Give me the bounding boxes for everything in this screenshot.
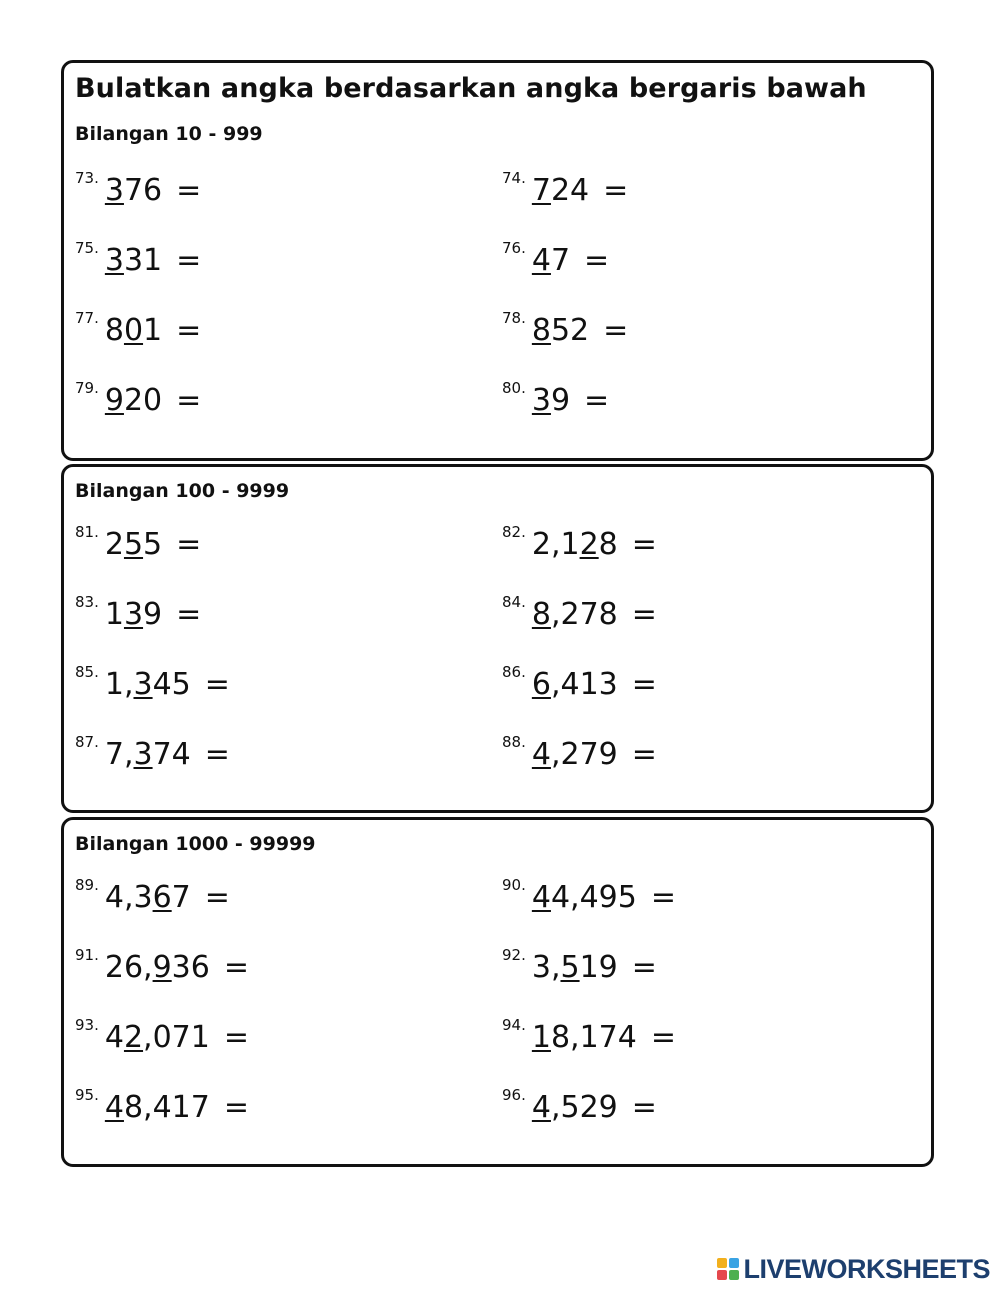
digit-text: 4,495 [550,880,637,915]
equals-sign: = [631,950,657,985]
digit-text: 7 [550,243,571,278]
section-2 [61,464,934,813]
problem-value [105,243,162,278]
equals-sign: = [650,880,676,915]
equals-sign: = [631,1090,657,1125]
problem-number: 76. [502,239,526,257]
problem-item [502,525,657,565]
digit-text: 36 [171,950,210,985]
digit-text: 4 [104,1020,124,1055]
underlined-digit: 6 [531,667,551,702]
digit-text: 8,174 [550,1020,637,1055]
problem-item [75,948,249,988]
digit-text: 1 [143,313,163,348]
problem-value [105,527,162,562]
digit-text: 26, [104,950,153,985]
underlined-digit: 4 [531,737,551,772]
problem-value [532,383,570,418]
problem-number: 92. [502,946,526,964]
problem-number: 87. [75,733,99,751]
digit-text: ,413 [550,667,618,702]
underlined-digit: 9 [152,950,172,985]
problem-item [502,878,676,918]
problem-number: 82. [502,523,526,541]
underlined-digit: 7 [531,173,551,208]
equals-sign: = [176,313,202,348]
problem-item [75,381,201,421]
problem-item [75,241,201,281]
section-3-subtitle: Bilangan 1000 - 99999 [75,833,316,855]
problem-value [105,667,191,702]
problem-number: 74. [502,169,526,187]
equals-sign: = [650,1020,676,1055]
digit-text: 8 [104,313,124,348]
problem-item [502,665,657,705]
underlined-digit: 3 [531,383,551,418]
digit-text: ,278 [550,597,618,632]
problem-number: 96. [502,1086,526,1104]
logo-block [729,1270,739,1280]
problem-number: 85. [75,663,99,681]
digit-text: 1 [104,597,124,632]
problem-value [532,243,570,278]
problem-number: 91. [75,946,99,964]
equals-sign: = [603,173,629,208]
underlined-digit: 6 [152,880,172,915]
problem-item [75,878,230,918]
problem-number: 78. [502,309,526,327]
problem-value [532,313,589,348]
problem-item [75,1088,249,1128]
problem-number: 79. [75,379,99,397]
problem-item [502,381,609,421]
underlined-digit: 3 [123,597,144,632]
problem-item [502,735,657,775]
problem-item [502,311,628,351]
digit-text: 5 [143,527,163,562]
underlined-digit: 2 [123,1020,144,1055]
digit-text: 76 [123,173,163,208]
problem-item [75,525,201,565]
underlined-digit: 3 [133,737,153,772]
digit-text: 31 [123,243,163,278]
equals-sign: = [176,597,202,632]
problem-item [75,595,201,635]
underlined-digit: 4 [531,1090,551,1125]
problem-item [75,665,230,705]
problem-value [532,737,618,772]
logo-blocks-icon [717,1258,739,1280]
underlined-digit: 9 [104,383,124,418]
problem-number: 90. [502,876,526,894]
section-1 [61,60,934,461]
equals-sign: = [631,527,657,562]
problem-number: 94. [502,1016,526,1034]
underlined-digit: 4 [531,880,551,915]
digit-text: 20 [123,383,163,418]
logo-block [717,1270,727,1280]
underlined-digit: 3 [133,667,153,702]
problem-value [105,737,191,772]
problem-value [105,383,162,418]
underlined-digit: 0 [123,313,144,348]
underlined-digit: 5 [123,527,144,562]
digit-text: 9 [143,597,163,632]
problem-item [75,1018,249,1058]
problem-item [502,171,628,211]
problem-number: 84. [502,593,526,611]
underlined-digit: 3 [104,173,124,208]
problem-value [105,1020,210,1055]
problem-value [532,527,618,562]
problem-number: 95. [75,1086,99,1104]
digit-text: ,529 [550,1090,618,1125]
problem-number: 88. [502,733,526,751]
equals-sign: = [204,667,230,702]
liveworksheets-logo[interactable] [717,1252,990,1286]
equals-sign: = [603,313,629,348]
problem-number: 73. [75,169,99,187]
problem-value [105,313,162,348]
underlined-digit: 4 [531,243,551,278]
digit-text: 2 [104,527,124,562]
problem-value [105,173,162,208]
problem-value [532,1090,618,1125]
page-title: Bulatkan angka berdasarkan angka bergaris bawah [75,73,867,104]
problem-item [75,171,201,211]
problem-item [502,948,657,988]
digit-text: 9 [550,383,571,418]
problem-item [75,735,230,775]
equals-sign: = [631,597,657,632]
equals-sign: = [584,243,610,278]
problem-value [105,1090,210,1125]
equals-sign: = [176,383,202,418]
equals-sign: = [223,1020,249,1055]
problem-item [502,595,657,635]
problem-item [502,1018,676,1058]
digit-text: ,071 [143,1020,210,1055]
digit-text: 1, [104,667,134,702]
equals-sign: = [176,173,202,208]
problem-value [532,950,618,985]
problem-number: 93. [75,1016,99,1034]
equals-sign: = [204,880,230,915]
problem-value [105,597,162,632]
section-1-subtitle: Bilangan 10 - 999 [75,123,263,145]
digit-text: 7 [171,880,191,915]
equals-sign: = [223,1090,249,1125]
underlined-digit: 3 [104,243,124,278]
digit-text: 4,3 [104,880,153,915]
problem-number: 86. [502,663,526,681]
digit-text: 8 [598,527,618,562]
problem-item [502,241,609,281]
digit-text: 8,417 [123,1090,210,1125]
equals-sign: = [631,667,657,702]
digit-text: 7, [104,737,134,772]
equals-sign: = [176,243,202,278]
problem-number: 75. [75,239,99,257]
equals-sign: = [631,737,657,772]
problem-number: 81. [75,523,99,541]
problem-number: 80. [502,379,526,397]
problem-value [532,597,618,632]
problem-item [502,1088,657,1128]
digit-text: 24 [550,173,590,208]
problem-number: 83. [75,593,99,611]
logo-text: LIVEWORKSHEETS [743,1253,990,1284]
digit-text: 3, [531,950,561,985]
underlined-digit: 2 [579,527,599,562]
section-3 [61,817,934,1167]
problem-value [532,173,589,208]
problem-value [532,667,618,702]
problem-value [532,880,637,915]
underlined-digit: 1 [531,1020,551,1055]
digit-text: 52 [550,313,590,348]
digit-text: 2,1 [531,527,580,562]
equals-sign: = [584,383,610,418]
problem-value [105,880,191,915]
logo-block [729,1258,739,1268]
problem-value [532,1020,637,1055]
equals-sign: = [204,737,230,772]
digit-text: 74 [152,737,191,772]
problem-number: 77. [75,309,99,327]
underlined-digit: 8 [531,313,551,348]
underlined-digit: 5 [560,950,580,985]
equals-sign: = [223,950,249,985]
underlined-digit: 4 [104,1090,124,1125]
equals-sign: = [176,527,202,562]
problem-item [75,311,201,351]
digit-text: 45 [152,667,191,702]
digit-text: 19 [579,950,618,985]
digit-text: ,279 [550,737,618,772]
section-2-subtitle: Bilangan 100 - 9999 [75,480,290,502]
logo-block [717,1258,727,1268]
problem-number: 89. [75,876,99,894]
underlined-digit: 8 [531,597,551,632]
problem-value [105,950,210,985]
